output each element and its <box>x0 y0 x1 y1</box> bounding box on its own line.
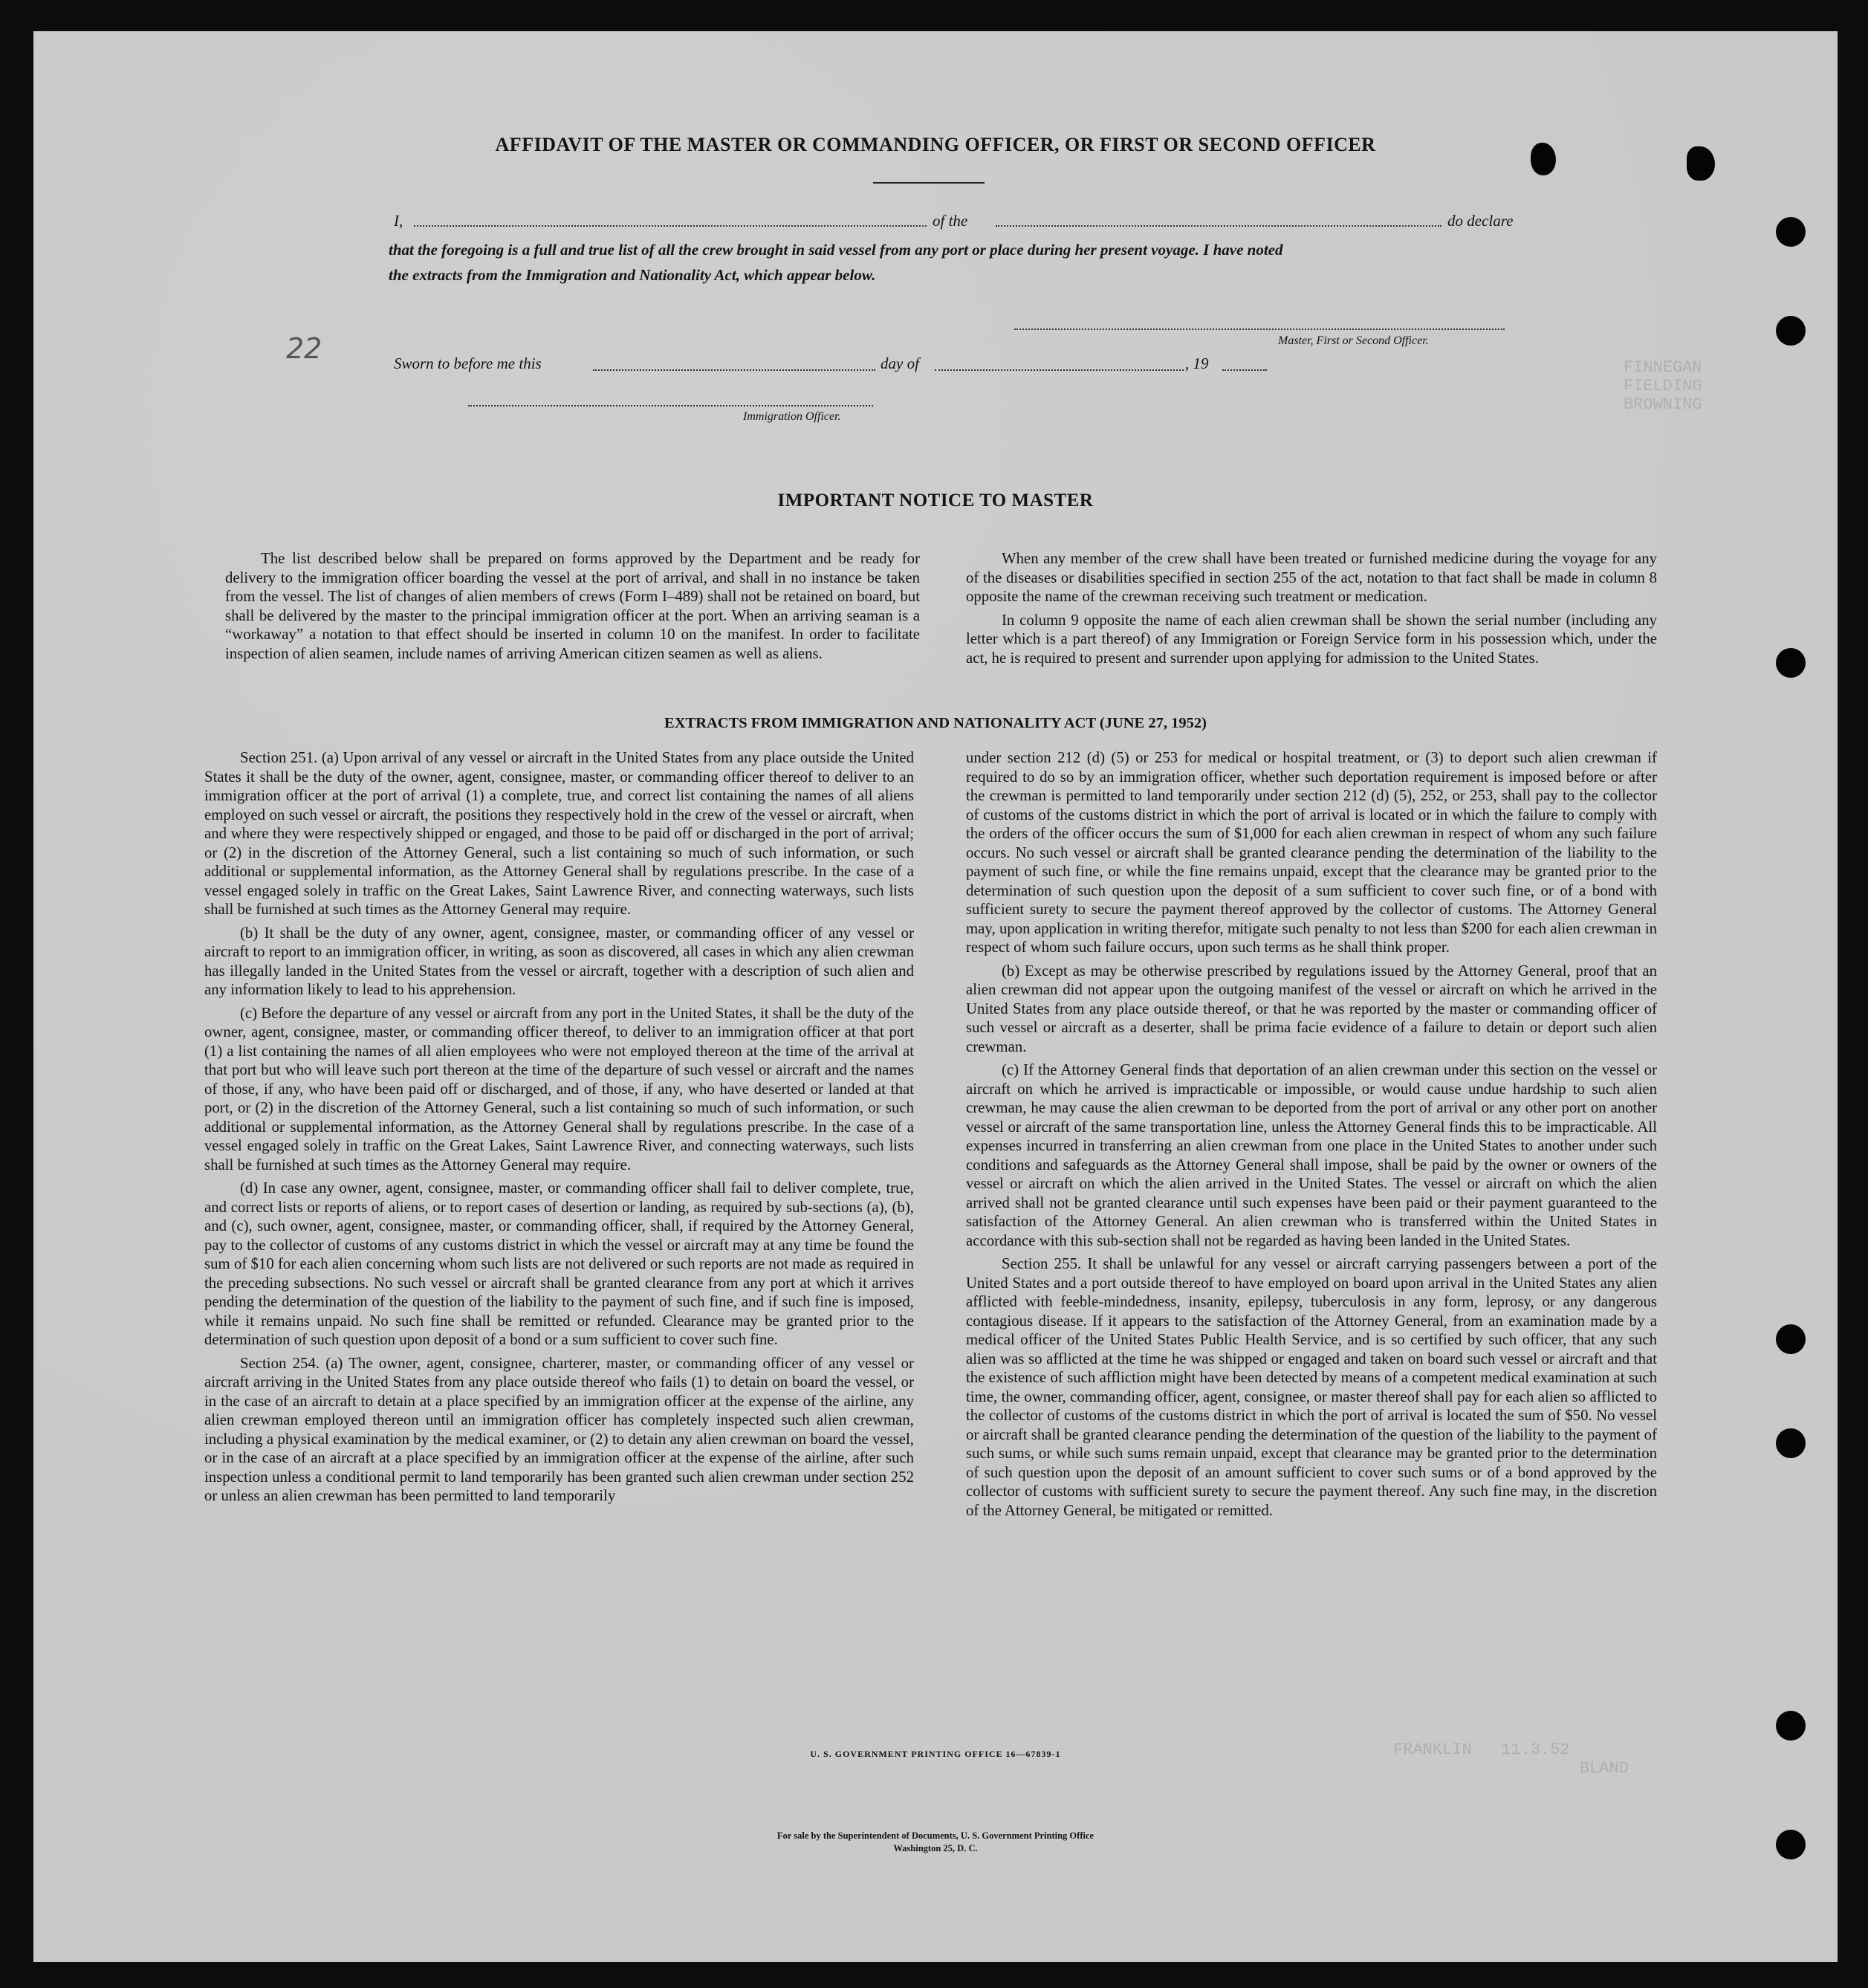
notice-right-text-2: In column 9 opposite the name of each alien crewman shall be shown the serial number (including any letter which is a part thereof) of any Immigration or Foreign Service form in his possession which, under the act, he is required to present and surrender upon applying for admission to the United States. <box>966 611 1657 667</box>
section-254-c: (c) If the Attorney General finds that deportation of an alien crewman under this section on the vessel or aircraft on which he arrived is impracticable or impossible, or would cause undue hardship to such alien crewman, he may cause the alien crewman to be deported from the port of arrival or any other port on another vessel or aircraft of the same transportation line, unless the Attorney General finds this to be impracticable. All expenses incurred in transferring an alien crewman from one place in the United States to another under such conditions and safeguards as the Attorney General shall impose, shall be paid by the owner or owners of the vessel or aircraft on which the alien arrived in the United States. The vessel or aircraft on which the alien arrived shall not be granted clearance until such expenses have been paid or their payment guaranteed to the satisfaction of the Attorney General. An alien crewman who is transferred within the United States in accordance with this sub-section shall not be regarded as having been landed in the United States. <box>966 1061 1657 1249</box>
punch-hole <box>1776 1324 1806 1354</box>
punch-hole <box>1776 217 1806 247</box>
section-251-d: (d) In case any owner, agent, consignee, master, or commanding officer shall fail to deliver complete, true, and correct lists or reports of aliens, or to report cases of desertion or landing, as required by sub-sections (a), (b), and (c), such owner, agent, consignee, master, or commanding officer, shall, if required by the Attorney General, pay to the collector of customs of any customs district in which the vessel or aircraft may at any time be found the sum of $10 for each alien concerning whom such lists are not delivered or such reports are not made as required in the preceding subsections. No such vessel or aircraft shall be granted clearance from any port at which it arrives pending the determination of the question of the liability to the payment of such fine, and if such fine is imposed, while it remains unpaid. No such fine shall be remitted or refunded. Clearance may be granted prior to the determination of such question upon deposit of a bond or a sum sufficient to cover such fine. <box>204 1179 914 1348</box>
punch-hole <box>1776 316 1806 346</box>
sworn-year-field[interactable] <box>1222 369 1267 371</box>
section-251-b: (b) It shall be the duty of any owner, agent, consignee, master, or commanding officer of any vessel or aircraft to report to an immigration officer, in writing, as soon as discovered, all cases in which any alien crewman has illegally landed in the United States from the vessel or aircraft, together with a description of such alien and any information likely to lead to his apprehension. <box>204 924 914 998</box>
extracts-title: EXTRACTS FROM IMMIGRATION AND NATIONALITY ACT (JUNE 27, 1952) <box>664 715 1207 731</box>
section-254-a-continued: under section 212 (d) (5) or 253 for medical or hospital treatment, or (3) to deport such alien crewman if required to do so by an immigration officer, whether such deportation requirement is imposed before or after the crewman is permitted to land temporarily under section 212 (d) (5), 252, or 253, shall pay to the collector of customs of the customs district in which the port of arrival is located or in which the failure to comply with the orders of the officer occurs the sum of $1,000 for each alien crewman in respect of whom any such failure occurs. No such vessel or aircraft shall be granted clearance pending the determination of the liability to the payment of such fine, or while the fine remains unpaid, except that the clearance may be granted prior to the determination of such question upon the deposit of a sum sufficient to cover such fine, or of a bond with sufficient surety to secure the payment thereof approved by the collector of customs. The Attorney General may, upon application in writing therefor, mitigate such penalty to not less than $200 for each alien crewman in respect of whom such failure occurs, upon such terms as he shall think proper. <box>966 749 1657 956</box>
punch-hole <box>1776 1711 1806 1741</box>
section-255: Section 255. It shall be unlawful for any vessel or aircraft carrying passengers between a port of the United States and a port outside thereof to have employed on board upon arrival in the United States any alien afflicted with feeble-mindedness, insanity, epilepsy, tuberculosis in any form, leprosy, or any dangerous contagious disease. If it appears to the satisfaction of the Attorney General, from an examination made by a medical officer of the United States Public Health Service, and is so certified by such officer, that any such alien was so afflicted at the time he was shipped or engaged and taken on board such vessel or aircraft and that the existence of such affliction might have been detected by means of a competent medical examination at such time, the owner, commanding officer, agent, consignee, or master thereof shall pay for each alien so afflicted to the collector of customs of the customs district in which the port of arrival is located the sum of $50. No vessel or aircraft shall be granted clearance pending the determination of the question of the liability to the payment of such sums, or while such sums remain unpaid, except that clearance may be granted prior to the determination of such question upon the deposit of an amount sufficient to cover such sums or of a bond approved by the collector of customs with sufficient surety to secure the payment thereof. Any such fine may, in the discretion of the Attorney General, be mitigated or remitted. <box>966 1255 1657 1519</box>
form-page <box>33 31 1838 1962</box>
printing-office-line: U. S. GOVERNMENT PRINTING OFFICE 16—67839-1 <box>810 1749 1061 1759</box>
day-of-label: day of <box>881 354 919 372</box>
year-label: , 19 <box>1185 354 1209 372</box>
officer-signature-field[interactable] <box>468 405 873 407</box>
officer-signature-caption: Immigration Officer. <box>743 410 841 423</box>
vessel-name-field[interactable] <box>996 225 1441 227</box>
show-through-text: FINNEGAN FIELDING BROWNING <box>1624 358 1702 414</box>
notice-title: IMPORTANT NOTICE TO MASTER <box>777 490 1094 511</box>
sale-notice-line-2: Washington 25, D. C. <box>893 1843 978 1853</box>
master-signature-caption: Master, First or Second Officer. <box>1278 334 1429 347</box>
notice-left-text: The list described below shall be prepared on forms approved by the Department and be ready for delivery to the immigration officer boarding the vessel at the port of arrival, and shall in no instance be taken from the vessel. The list of changes of alien members of crews (Form I–489) shall not be retained on board, but shall be delivered by the master to the principal immigration officer at the port. When an arriving seaman is a “workaway” a notation to that effect should be inserted in column 10 on the manifest. In order to facilitate inspection of alien seamen, include names of arriving American citizen seamen as well as aliens. <box>225 550 920 662</box>
section-251-c: (c) Before the departure of any vessel or aircraft from any port in the United States, it shall be the duty of the owner, agent, consignee, master, or commanding officer thereof, to deliver to an immigration officer at that port (1) a list containing the names of all alien employees who were not employed thereon at the time of the arrival at that port but who will leave such port thereon at the time of the departure of such vessel or aircraft and the names of those, if any, who have been paid off or discharged, and of those, if any, who have deserted or landed at that port, or (2) in the discretion of the Attorney General, such a list containing so much of such information, or such additional or supplemental information, as the Attorney General shall by regulations prescribe. In the case of a vessel engaged solely in traffic on the Great Lakes, Saint Lawrence River, and connecting waterways, such lists shall be furnished at such times as the Attorney General may require. <box>204 1004 914 1173</box>
affidavit-statement-2: the extracts from the Immigration and Nationality Act, which appear below. <box>389 266 876 284</box>
notice-right-column <box>966 549 1657 672</box>
affidavit-i-label: I, <box>394 212 403 230</box>
title-underline <box>873 182 985 184</box>
extracts-left-column <box>204 748 914 1510</box>
master-name-field[interactable] <box>414 225 927 227</box>
punch-hole <box>1776 1428 1806 1458</box>
notice-left-column <box>225 549 920 667</box>
section-251-a: Section 251. (a) Upon arrival of any vessel or aircraft in the United States from any place outside the United States it shall be the duty of the owner, agent, consignee, master, or commanding officer thereof to deliver to an immigration officer at the port of arrival (1) a complete, true, and correct list containing the names of all aliens employed on such vessel or aircraft, the positions they respectively hold in the crew of the vessel or aircraft, when and where they were respectively shipped or engaged, and those to be paid off or discharged in the port of arrival; or (2) in the discretion of the Attorney General, such a list containing so much of such information, or such additional or supplemental information, as the Attorney General shall by regulations prescribe. In the case of a vessel engaged solely in traffic on the Great Lakes, Saint Lawrence River, and connecting waterways, such lists shall be furnished at such times as the Attorney General may require. <box>204 749 914 918</box>
master-signature-field[interactable] <box>1014 328 1505 330</box>
sale-notice-line-1: For sale by the Superintendent of Documents, U. S. Government Printing Office <box>776 1830 1094 1841</box>
margin-handwritten-number: 22 <box>286 332 322 365</box>
notice-right-text-1: When any member of the crew shall have been treated or furnished medicine during the voyage for any of the diseases or disabilities specified in section 255 of the act, notation to that fact shall be made in column 8 opposite the name of the crewman receiving such treatment or medication. <box>966 550 1657 605</box>
section-254-b: (b) Except as may be otherwise prescribed by regulations issued by the Attorney General, proof that an alien crewman did not appear upon the outgoing manifest of the vessel or aircraft on which he arrived in the United States from any place outside thereof, or that he was reported by the master or commanding officer of such vessel or aircraft as a deserter, shall be prima facie evidence of a failure to detain or deport such alien crewman. <box>966 962 1657 1055</box>
punch-hole <box>1776 648 1806 678</box>
sworn-month-field[interactable] <box>935 369 1184 371</box>
affidavit-of-the-label: of the <box>933 212 968 230</box>
affidavit-title: AFFIDAVIT OF THE MASTER OR COMMANDING OFFICER, OR FIRST OR SECOND OFFICER <box>495 134 1376 155</box>
sworn-date-field[interactable] <box>593 369 875 371</box>
extracts-right-column <box>966 748 1657 1524</box>
sworn-label: Sworn to before me this <box>394 354 542 372</box>
affidavit-declare-label: do declare <box>1447 212 1514 230</box>
show-through-text: FRANKLIN 11.3.52 BLAND <box>1393 1741 1629 1778</box>
affidavit-statement: that the foregoing is a full and true list of all the crew brought in said vessel from any port or place during her present voyage. I have noted <box>389 241 1283 259</box>
section-254-a: Section 254. (a) The owner, agent, consignee, charterer, master, or commanding officer of any vessel or aircraft arriving in the United States from any place outside thereof who fails (1) to detain on board the vessel, or in the case of an aircraft to detain at a place specified by an immigration officer at the expense of the airline, any alien crewman employed thereon until an immigration officer has completely inspected such alien crewman, including a physical examination by the medical examiner, or (2) to detain any alien crewman on board the vessel, or in the case of an aircraft at a place specified by an immigration officer at the expense of the airline, after such inspection unless a conditional permit to land temporarily has been granted such alien crewman under section 252 or unless an alien crewman has been permitted to land temporarily <box>204 1354 914 1504</box>
